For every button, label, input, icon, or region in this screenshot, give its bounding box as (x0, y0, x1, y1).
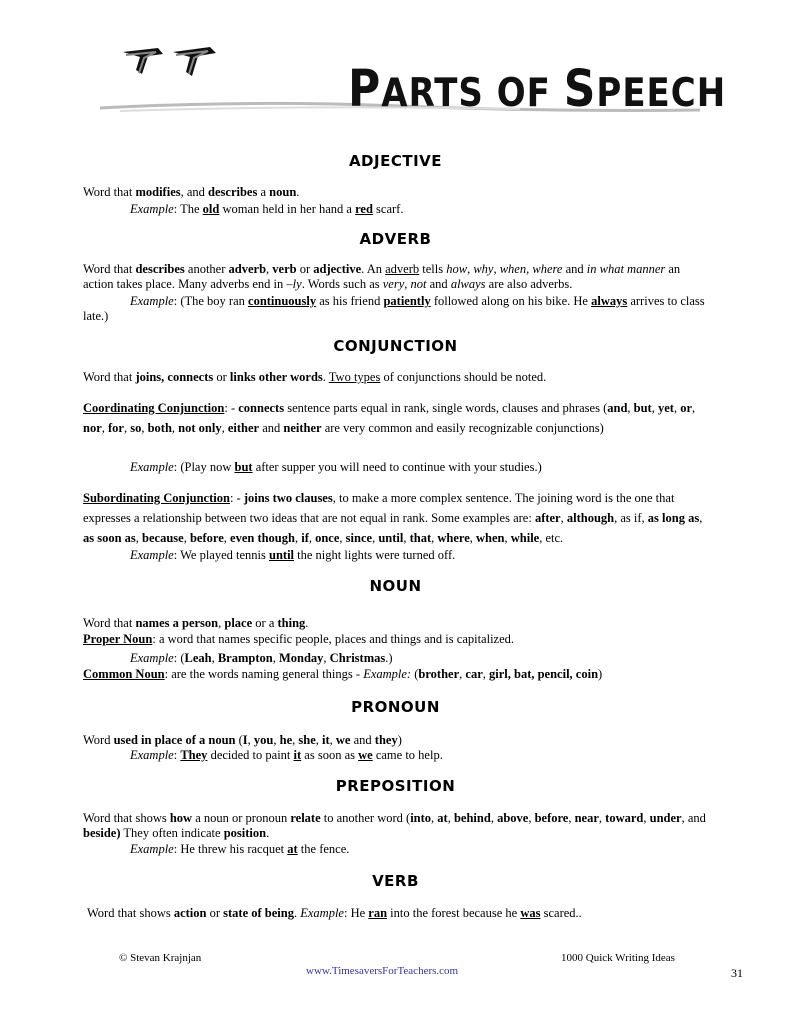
subordinating-example: Example: We played tennis until the night lights were turned off. (130, 548, 456, 562)
coordinating-conjunction: Coordinating Conjunction: - connects sentence parts equal in rank, single words, clauses and phrases (and, but, yet, or, nor, for, so, both, not only, either and neither are very common and easily recognizable conjunctions) (83, 401, 696, 435)
proper-noun-example: Example: (Leah, Brampton, Monday, Christmas.) (130, 651, 393, 665)
conjunction-definition: Word that joins, connects or links other words. Two types of conjunctions should be noted. (83, 370, 547, 384)
adjective-definition: Word that modifies, and describes a noun. (83, 185, 300, 199)
page-title: PARTS OF SPEECH (348, 60, 727, 119)
adjective-example: Example: The old woman held in her hand a red scarf. (130, 202, 404, 216)
preposition-example: Example: He threw his racquet at the fence. (130, 842, 350, 856)
heading-adjective: ADJECTIVE (348, 152, 443, 170)
noun-definition: Word that names a person, place or a thing. (83, 616, 309, 630)
subordinating-conjunction: Subordinating Conjunction: - joins two clauses, to make a more complex sentence. The joining word is the one that expresses a relationship between two ideas that are not equal in rank. Some examples are: after, although, as if, as long as, as soon as, because, before, even though, if, once, since, until, that, where, when, while, etc. (83, 491, 703, 545)
adverb-definition: Word that describes another adverb, verb or adjective. An adverb tells how, why, when, where and in what manner an action takes place. Many adverbs end in –ly. Words such as very, not and always are also adverbs. (83, 262, 681, 291)
heading-conjunction: CONJUNCTION (333, 337, 458, 355)
footer-author: © Stevan Krajnjan (119, 952, 202, 964)
adverb-example: Example: (The boy ran continuously as his friend patiently followed along on his bike. He always arrives to class late.) (83, 294, 705, 323)
proper-noun: Proper Noun: a word that names specific people, places and things and is capitalized. (83, 632, 515, 646)
verb-definition: Word that shows action or state of being. Example: He ran into the forest because he was scared.. (87, 906, 582, 920)
preposition-definition: Word that shows how a noun or pronoun relate to another word (into, at, behind, above, before, near, toward, under, and beside) They often indicate position. (83, 811, 706, 840)
heading-noun: NOUN (369, 577, 422, 595)
pronoun-definition: Word used in place of a noun (I, you, he, she, it, we and they) (83, 733, 402, 747)
common-noun: Common Noun: are the words naming general things - Example: (brother, car, girl, bat, pencil, coin) (83, 667, 603, 681)
pronoun-example: Example: They decided to paint it as soon as we came to help. (130, 748, 443, 762)
coordinating-example: Example: (Play now but after supper you will need to continue with your studies.) (130, 460, 542, 474)
heading-adverb: ADVERB (359, 230, 432, 248)
heading-preposition: PREPOSITION (335, 777, 456, 795)
footer-book-title: 1000 Quick Writing Ideas (561, 952, 675, 964)
page-number: 31 (731, 966, 743, 980)
heading-verb: VERB (372, 872, 419, 890)
flying-birds-icon (118, 40, 228, 80)
heading-pronoun: PRONOUN (351, 698, 440, 716)
footer-url-link[interactable]: www.TimesaversForTeachers.com (306, 965, 459, 977)
